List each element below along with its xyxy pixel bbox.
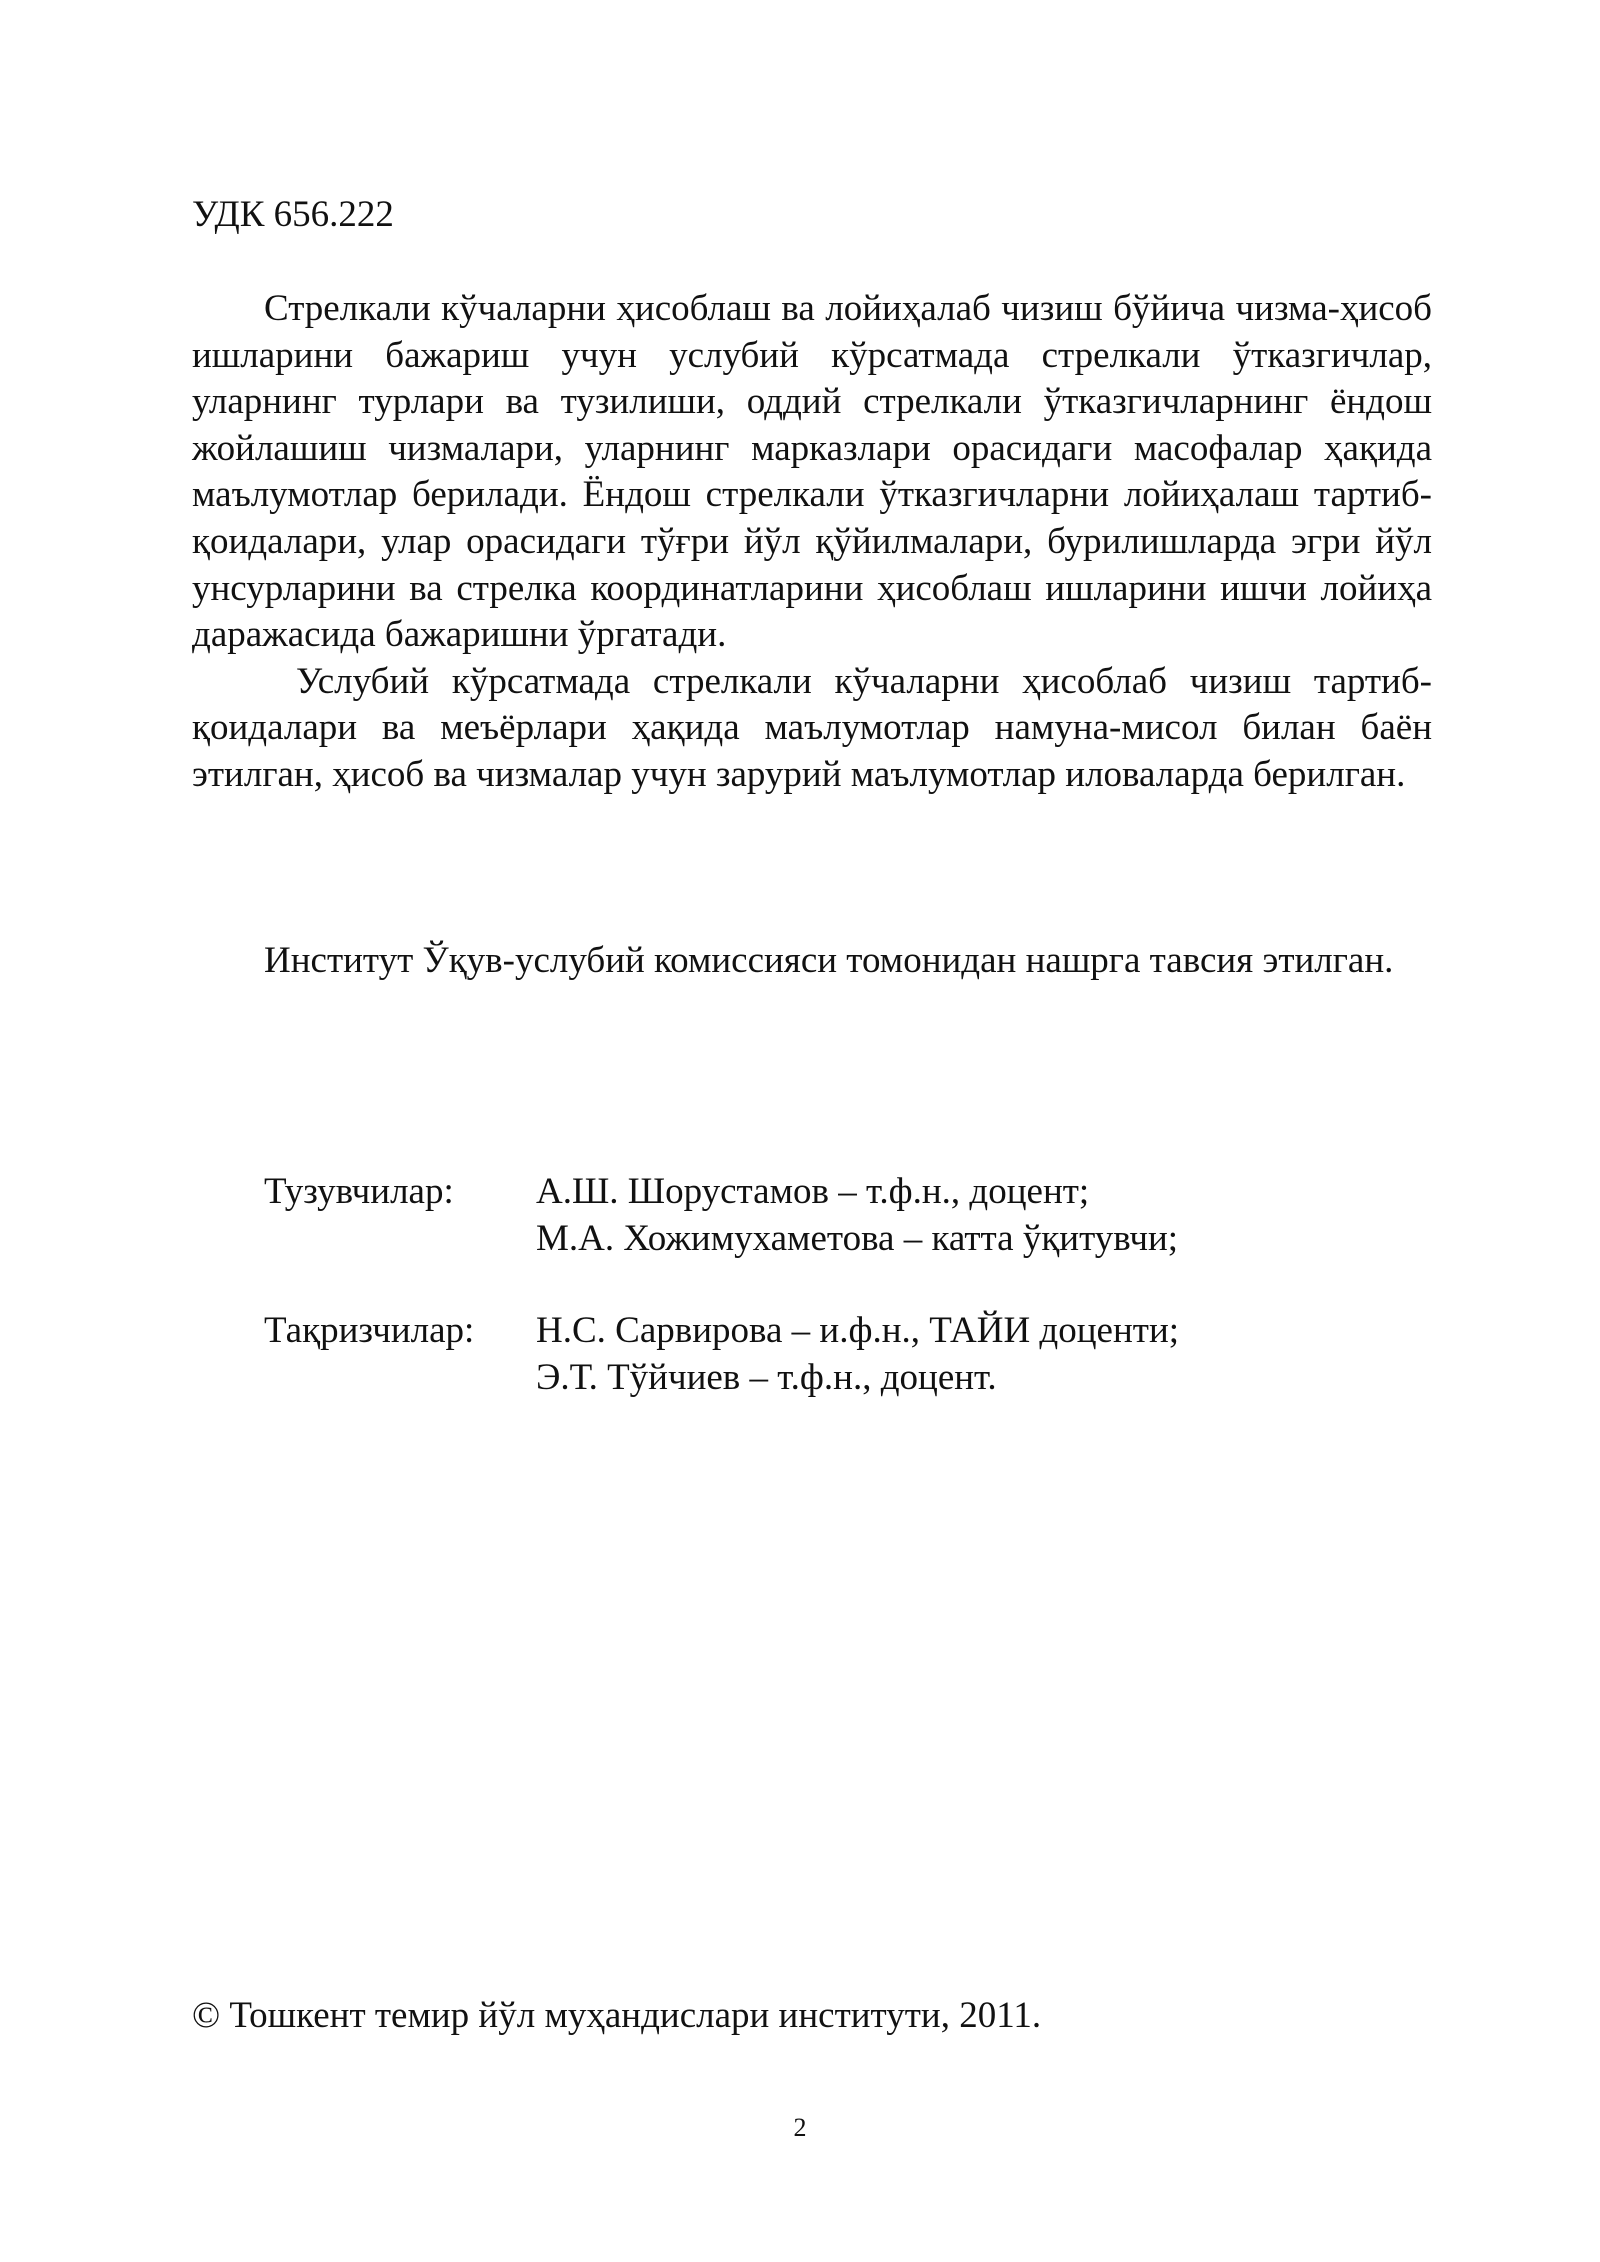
compiler-name: А.Ш. Шорустамов – т.ф.н., доцент;: [536, 1171, 1090, 1212]
abstract-paragraph-1: Стрелкали кўчаларни ҳисоблаш ва лойиҳалаб чизиш бўйича чизма-ҳисоб ишларини бажариш учун услубий кўрсатмада стрелкали ўтказгичлар, уларнинг турлари ва тузилиши, оддий стрелкали ўтказгичларнинг ёндош жойлашиш чизмалари, уларнинг марказлари орасидаги масофалар ҳақида маълумотлар берилади. Ёндош стрелкали ўтказгичларни лойиҳалаш тартиб-қоидалари, улар орасидаги тўғри йўл қўйилмалари, бурилишларда эгри йўл унсурларини ва стрелка координатларини ҳисоблаш ишларини ишчи лойиҳа даражасида бажаришни ўргатади.: [192, 288, 1432, 656]
copyright-line: © Тошкент темир йўл муҳандислари институти, 2011.: [192, 1995, 1042, 2036]
reviewer-name: Э.Т. Тўйчиев – т.ф.н., доцент.: [536, 1356, 997, 1398]
compilers-list: [536, 1169, 1178, 1262]
reviewers-list: [536, 1308, 1179, 1401]
abstract: [192, 286, 1432, 799]
udk-code: УДК 656.222: [192, 194, 394, 235]
recommendation-note: Институт Ўқув-услубий комиссияси томонидан нашрга тавсия этилган.: [264, 940, 1394, 981]
page-number: 2: [793, 2113, 807, 2142]
reviewer-name: Н.С. Сарвирова – и.ф.н., ТАЙИ доценти;: [536, 1310, 1180, 1351]
abstract-paragraph-2: Услубий кўрсатмада стрелкали кўчаларни ҳисоблаб чизиш тартиб-қоидалари ва меъёрлари ҳақида маълумотлар намуна-мисол билан баён этилган, ҳисоб ва чизмалар учун зарурий маълумотлар иловаларда берилган.: [192, 660, 1432, 795]
compilers-label: Тузувчилар:: [264, 1171, 454, 1212]
compiler-name: М.А. Хожимухаметова – катта ўқитувчи;: [536, 1217, 1179, 1259]
reviewers-label: Тақризчилар:: [264, 1310, 475, 1351]
